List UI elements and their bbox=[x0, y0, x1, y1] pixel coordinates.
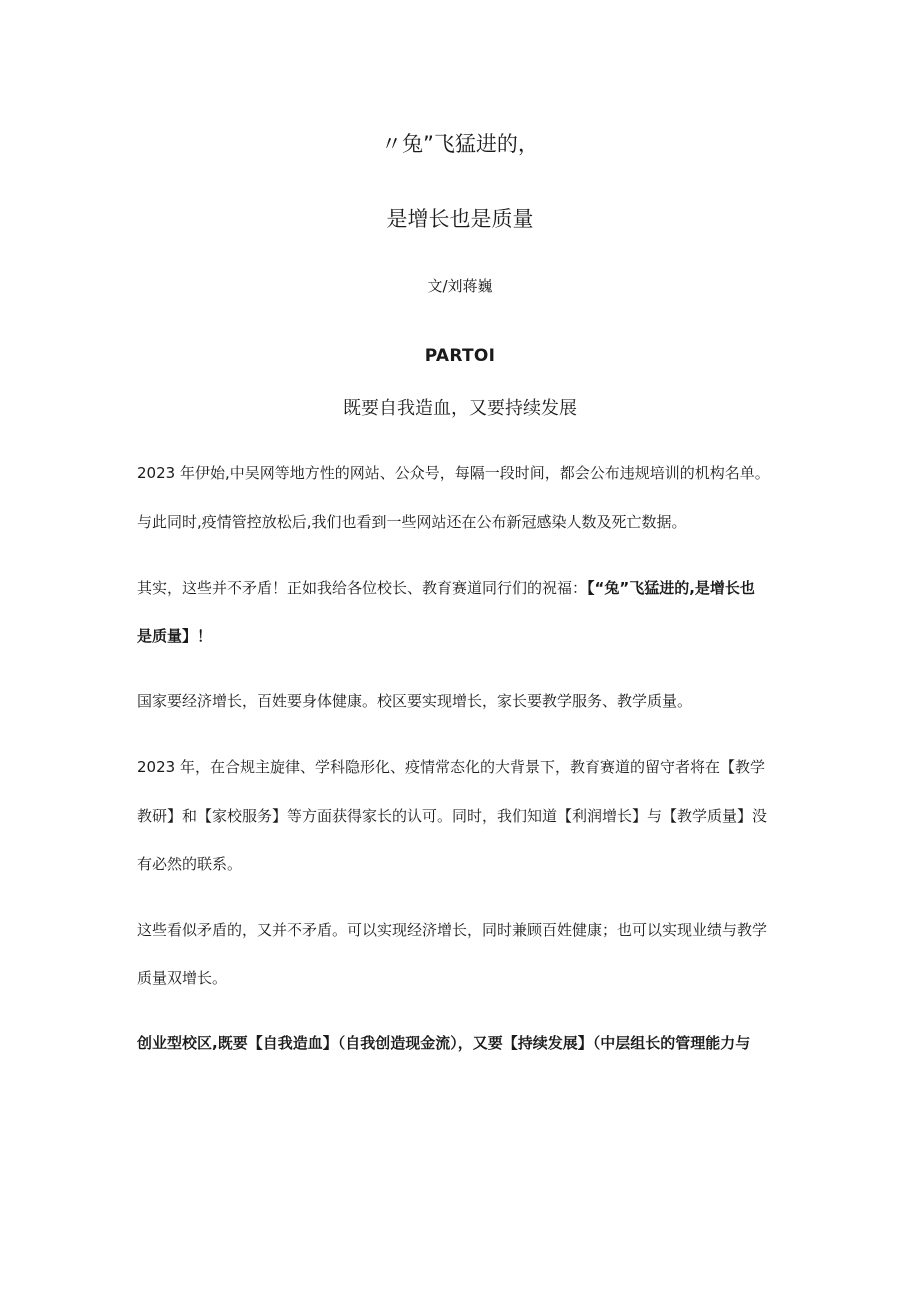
title-line-2: 是增长也是质量 bbox=[386, 207, 534, 231]
paragraph-7-line-1: 创业型校区,既要【自我造血】（自我创造现金流），又要【持续发展】（中层组长的管理能力与 bbox=[137, 1034, 751, 1052]
paragraph-6-line-2: 质量双增长。 bbox=[137, 969, 228, 987]
paragraph-3-line-1 bbox=[137, 578, 787, 598]
paragraph-2: 与此同时,疫情管控放松后,我们也看到一些网站还在公布新冠感染人数及死亡数据。 bbox=[137, 513, 687, 531]
byline: 文/刘蒋巍 bbox=[427, 277, 493, 295]
paragraph-1: 2023 年伊始,中吴网等地方性的网站、公众号，每隔一段时间，都会公布违规培训的机构名单。 bbox=[137, 464, 770, 482]
paragraph-3-line-2: 是质量】！ bbox=[137, 627, 213, 645]
paragraph-3-plain: 其实，这些并不矛盾！正如我给各位校长、教育赛道同行们的祝福： bbox=[137, 579, 588, 597]
paragraph-4: 国家要经济增长，百姓要身体健康。校区要实现增长，家长要教学服务、教学质量。 bbox=[137, 692, 693, 710]
section-subtitle: 既要自我造血，又要持续发展 bbox=[343, 398, 577, 419]
title-line-1: 〃兔”飞猛进的， bbox=[381, 132, 539, 156]
paragraph-5-line-2: 教研】和【家校服务】等方面获得家长的认可。同时，我们知道【利润增长】与【教学质量】没 bbox=[137, 807, 768, 825]
part-label: PARTOI bbox=[424, 346, 496, 366]
paragraph-3-bold: 【“兔”飞猛进的,是增长也 bbox=[587, 579, 755, 597]
paragraph-6-line-1: 这些看似矛盾的，又并不矛盾。可以实现经济增长，同时兼顾百姓健康；也可以实现业绩与教学 bbox=[137, 921, 768, 939]
paragraph-5-line-1: 2023 年，在合规主旋律、学科隐形化、疫情常态化的大背景下，教育赛道的留守者将在【教学 bbox=[137, 758, 765, 776]
paragraph-5-line-3: 有必然的联系。 bbox=[137, 855, 243, 873]
